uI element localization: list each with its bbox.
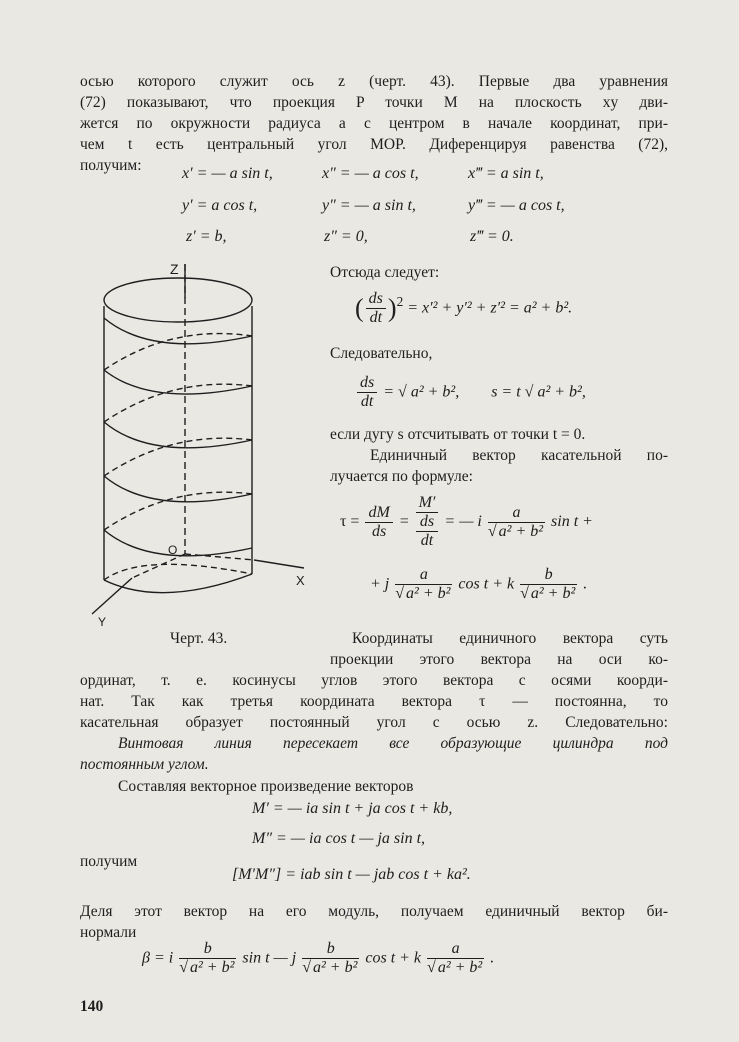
theorem-line: постоянным углом.	[80, 756, 209, 773]
equation: z′ = b,	[186, 228, 227, 245]
text-line: ординат, т. е. косинусы углов этого вектора с осями коорди-	[80, 672, 668, 689]
text-line: чем t есть центральный угол MOP. Диференцируя равенства (72),	[80, 136, 668, 153]
text-line: лучается по формуле:	[330, 468, 473, 485]
equation-dsdt: $\frac{ds}{dt}$ = √ a² + b², s = t √ a² + b²,	[355, 374, 586, 411]
equation: y′ = a cos t,	[182, 197, 258, 214]
equation-cross: [M′M″] = iab sin t — jab cos t + ka².	[232, 866, 471, 883]
equation-dsdt-squared: ( $\frac{ds}{dt}$ )$^2$ = x′² + y′² + z′² = a² + b².	[355, 290, 573, 326]
text-line: Единичный вектор касательной по-	[370, 447, 668, 464]
text-line: Деля этот вектор на его модуль, получаем единичный вектор би-	[80, 903, 668, 920]
equation-tau-cont: + j $\frac{a}{\text{√ a² + b²}}$ cos t + k $\frac{b}{\text{√ a² + b²}}$ .	[370, 566, 588, 602]
equation-beta: β = i $\frac{b}{\text{√ a² + b²}}$ sin t — j $\frac{b}{\text{√ a² + b²}}$ cos t + k $\frac{a}{\text{√ a² + b²}}$ .	[142, 940, 495, 976]
z-axis-label: Z	[170, 261, 179, 277]
text-line: проекции этого вектора на оси ко-	[330, 651, 668, 668]
equation: z‴ = 0.	[470, 228, 514, 245]
text-line: касательная образует постоянный угол с осью z. Следовательно:	[80, 714, 668, 731]
equation-Mprime: M′ = — ia sin t + ja cos t + kb,	[252, 800, 453, 817]
equation: x″ = — a cos t,	[322, 165, 419, 182]
equation: y″ = — a sin t,	[322, 197, 416, 214]
text-line: Составляя векторное произведение векторов	[118, 778, 414, 795]
equation: z″ = 0,	[324, 228, 368, 245]
equation: y‴ = — a cos t,	[468, 197, 565, 214]
text-line: получим	[80, 853, 138, 870]
equation-tau: τ = $\frac{dM}{ds}$ = M′ ds dt = — i $\frac{a}{\text{√ a² + b²}}$ sin t +	[340, 494, 593, 549]
text-line: если дугу s отсчитывать от точки t = 0.	[330, 426, 586, 443]
y-axis-label: Y	[98, 615, 107, 628]
text-line: Координаты единичного вектора суть	[352, 630, 668, 647]
text-line: нормали	[80, 924, 137, 941]
text-line: получим:	[80, 157, 142, 174]
text-line: нат. Так как третья координата вектора τ — постоянна, то	[80, 693, 668, 710]
text-line: жется по окружности радиуса a с центром в начале координат, при-	[80, 115, 668, 132]
equation: x′ = — a sin t,	[182, 165, 273, 182]
figure-caption: Черт. 43.	[170, 630, 228, 647]
page-number: 140	[80, 998, 104, 1015]
figure-helix	[82, 258, 312, 628]
text-line: осью которого служит ось z (черт. 43). Первые два уравнения	[80, 73, 668, 90]
origin-label: O	[168, 543, 178, 557]
theorem-line: Винтовая линия пересекает все образующие цилиндра под	[118, 735, 668, 752]
text-line: (72) показывают, что проекция P точки M на плоскость xy дви-	[80, 94, 668, 111]
equation-Mdouble: M″ = — ia cos t — ja sin t,	[252, 830, 426, 847]
text-line: Отсюда следует:	[330, 264, 440, 281]
x-axis-label: X	[296, 573, 305, 588]
text-line: Следовательно,	[330, 345, 433, 362]
equation: x‴ = a sin t,	[468, 165, 544, 182]
